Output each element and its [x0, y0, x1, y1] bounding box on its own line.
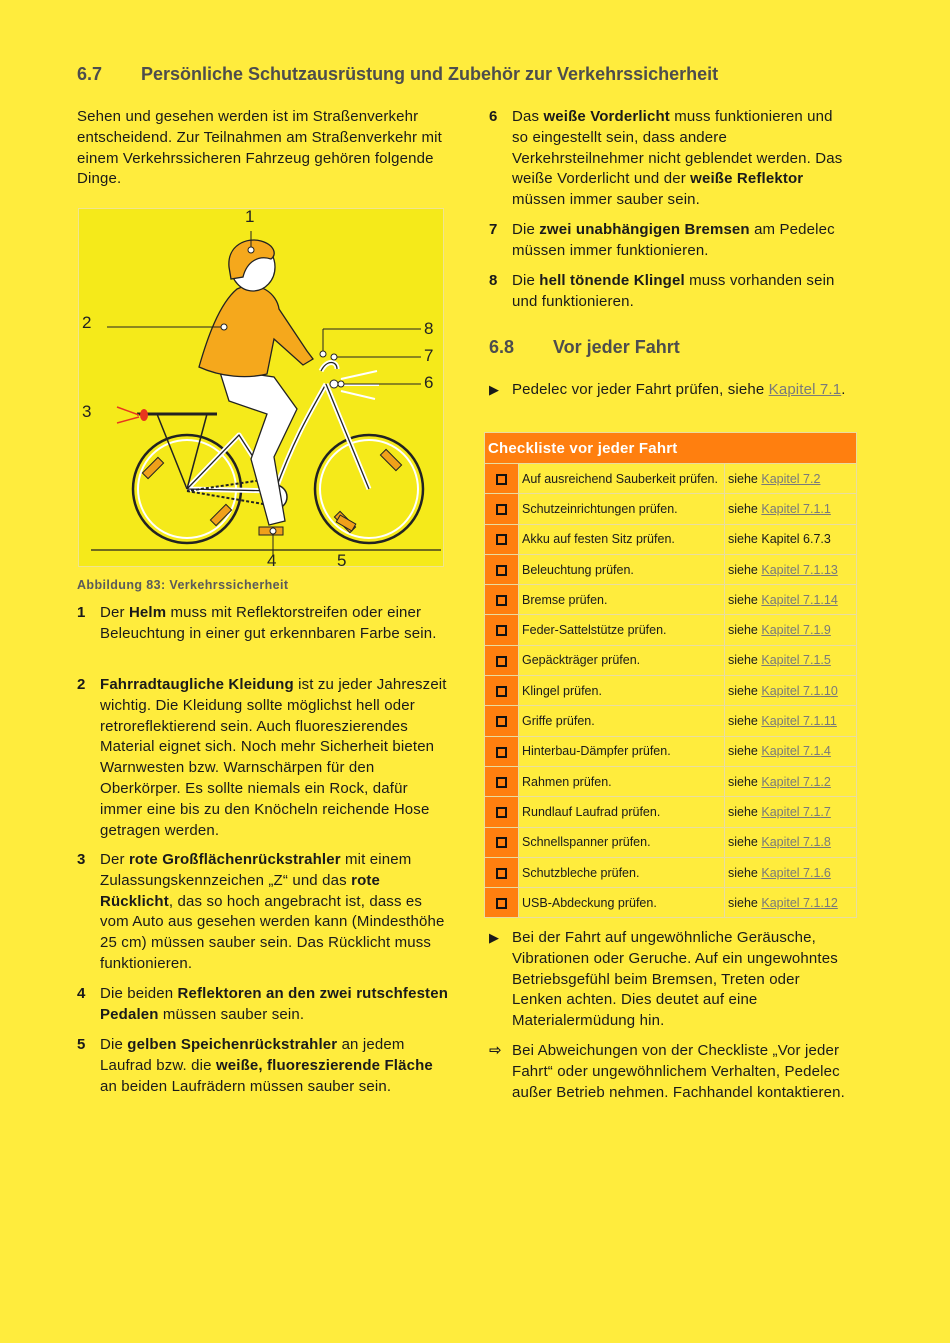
chapter-link[interactable]: Kapitel 7.1.12 — [761, 895, 838, 910]
item-number: 2 — [77, 676, 86, 693]
chapter-link[interactable]: Kapitel 7.1.7 — [761, 804, 831, 819]
item-number: 7 — [489, 221, 498, 238]
reference-prefix: siehe — [728, 592, 762, 607]
checkbox-cell — [485, 524, 519, 554]
reference-prefix: siehe — [728, 835, 762, 850]
step-check-before-ride — [489, 380, 849, 401]
item-text: Das weiße Vorderlicht muss funktionieren und so eingestellt sein, dass andere Verkehrsteilnehmer nicht geblendet werden. Das weiße Vorderlicht und der weiße Reflektor müssen immer sauber sein. — [512, 108, 843, 209]
checklist-reference — [725, 706, 857, 736]
reference-prefix: siehe — [728, 744, 762, 759]
checkbox-cell — [485, 706, 519, 736]
chapter-link[interactable]: Kapitel 7.1.8 — [761, 835, 831, 850]
checklist-row — [485, 494, 857, 524]
safety-item-4 — [77, 984, 452, 1026]
bold-text: rote Rücklicht — [100, 871, 381, 910]
reference-prefix: siehe — [728, 532, 762, 547]
checklist-body — [485, 464, 857, 918]
checkbox-icon[interactable] — [496, 565, 507, 576]
checkbox-icon[interactable] — [496, 595, 507, 606]
item-text: Fahrradtaugliche Kleidung ist zu jeder Jahreszeit wichtig. Die Kleidung sollte möglichst hell oder retroreflektierend sein. Auch fluoreszierendes Material eignet sich. Noch mehr Sicherheit bieten Warnwesten bzw. Warnschärpen für den Oberkörper. Es sollte niemals ein Rock, dafür immer eine bis zu den Knöcheln reichende Hose getragen werden. — [100, 676, 447, 839]
checklist-row — [485, 554, 857, 584]
callout-7: 7 — [424, 346, 434, 365]
checkbox-cell — [485, 585, 519, 615]
checklist-reference — [725, 524, 857, 554]
checklist-reference — [725, 857, 857, 887]
intro-paragraph: Sehen und gesehen werden ist im Straßenverkehr entscheidend. Zur Teilnahmen am Straßenverkehr mit einem Verkehrssicheren Fahrzeug gehören folgende Dinge. — [77, 108, 442, 188]
step-arrow-icon: ▶ — [489, 930, 500, 945]
result-arrow-icon: ⇨ — [489, 1042, 502, 1059]
callout-5: 5 — [337, 551, 347, 570]
figure-caption: Abbildung 83: Verkehrssicherheit — [77, 578, 289, 592]
chapter-link[interactable]: Kapitel 7.1.5 — [761, 653, 831, 668]
item-number: 5 — [77, 1036, 86, 1053]
checkbox-icon[interactable] — [496, 686, 507, 697]
checkbox-cell — [485, 827, 519, 857]
checklist-task: USB-Abdeckung prüfen. — [519, 888, 725, 918]
checkbox-icon[interactable] — [496, 656, 507, 667]
safety-item-5 — [77, 1035, 452, 1097]
checklist-task: Feder-Sattelstütze prüfen. — [519, 615, 725, 645]
chapter-link[interactable]: Kapitel 7.1.6 — [761, 865, 831, 880]
reference-prefix: siehe — [728, 895, 762, 910]
checklist-row — [485, 464, 857, 494]
bold-text: hell tönende Klingel — [539, 272, 685, 289]
reference-prefix: siehe — [728, 471, 762, 486]
callout-2: 2 — [82, 313, 92, 332]
checkbox-cell — [485, 615, 519, 645]
checklist-title: Checkliste vor jeder Fahrt — [485, 433, 857, 464]
checkbox-icon[interactable] — [496, 837, 507, 848]
chapter-link[interactable]: Kapitel 7.1.1 — [761, 501, 831, 516]
checklist-task: Schutzeinrichtungen prüfen. — [519, 494, 725, 524]
item-text: Die zwei unabhängigen Bremsen am Pedelec müssen immer funktionieren. — [512, 221, 835, 259]
checklist-reference — [725, 736, 857, 766]
item-text: Der rote Großflächenrückstrahler mit einem Zulassungskennzeichen „Z“ und das rote Rücklicht, das so hoch angebracht ist, dass es vom Auto aus gesehen werden kann (Mindesthöhe 25 cm) müssen sauber sein. Das Rücklicht muss funktionieren. — [100, 851, 445, 972]
checklist-task: Beleuchtung prüfen. — [519, 554, 725, 584]
reference-prefix: siehe — [728, 623, 762, 638]
reference-prefix: siehe — [728, 683, 762, 698]
checklist-task: Klingel prüfen. — [519, 676, 725, 706]
checklist-reference — [725, 888, 857, 918]
checkbox-cell — [485, 797, 519, 827]
step-text: Pedelec vor jeder Fahrt prüfen, siehe — [512, 381, 769, 398]
checklist-row — [485, 797, 857, 827]
reference-prefix: siehe — [728, 714, 762, 729]
checkbox-cell — [485, 766, 519, 796]
checkbox-icon[interactable] — [496, 807, 507, 818]
section-heading-6-7 — [77, 64, 718, 85]
reference-prefix: siehe — [728, 865, 762, 880]
bold-text: Helm — [128, 604, 167, 621]
checklist-reference — [725, 645, 857, 675]
chapter-link[interactable]: Kapitel 7.1.2 — [761, 774, 831, 789]
callout-6: 6 — [424, 373, 434, 392]
checklist-task: Griffe prüfen. — [519, 706, 725, 736]
item-number: 4 — [77, 985, 86, 1002]
item-number: 6 — [489, 108, 498, 125]
checklist-row — [485, 645, 857, 675]
item-text: Die gelben Speichenrückstrahler an jedem Laufrad bzw. die weiße, fluoreszierende Fläche an beiden Laufrädern müssen sauber sein. — [100, 1036, 433, 1095]
checklist-row — [485, 736, 857, 766]
checklist-reference — [725, 464, 857, 494]
reference-prefix: siehe — [728, 562, 762, 577]
checklist-reference — [725, 797, 857, 827]
checklist-table — [484, 432, 857, 918]
checklist-task: Schutzbleche prüfen. — [519, 857, 725, 887]
checkbox-icon[interactable] — [496, 504, 507, 515]
checkbox-icon[interactable] — [496, 898, 507, 909]
checkbox-icon[interactable] — [496, 625, 507, 636]
bold-text: rote Großflächenrückstrahler — [128, 851, 341, 868]
bold-text: weiße, fluoreszierende Fläche — [215, 1056, 433, 1074]
chapter-link: Kapitel 6.7.3 — [761, 532, 831, 547]
checklist-reference — [725, 554, 857, 584]
bold-text: Fahrradtaugliche Kleidung — [100, 676, 294, 693]
chapter-link[interactable]: Kapitel 7.1.13 — [761, 562, 838, 577]
checklist-reference — [725, 494, 857, 524]
bold-text: weiße Reflektor — [690, 170, 804, 188]
item-number: 3 — [77, 851, 86, 868]
safety-item-3 — [77, 850, 452, 975]
checkbox-icon[interactable] — [496, 716, 507, 727]
checklist-row — [485, 706, 857, 736]
callout-8: 8 — [424, 319, 434, 338]
checklist-task: Auf ausreichend Sauberkeit prüfen. — [519, 464, 725, 494]
checkbox-icon[interactable] — [496, 777, 507, 788]
bicycle-illustration — [79, 209, 445, 568]
callout-1: 1 — [245, 207, 255, 226]
bold-text: Reflektoren an den zwei rutschfesten Pedalen — [100, 985, 449, 1023]
checklist-row — [485, 676, 857, 706]
checklist-row — [485, 888, 857, 918]
section-number: 6.7 — [77, 64, 103, 84]
bicycle-safety-figure — [78, 207, 444, 570]
step-watch-noises — [489, 928, 851, 1032]
chapter-link[interactable]: Kapitel 7.2 — [761, 471, 821, 486]
step-end: . — [841, 381, 846, 398]
safety-item-1 — [77, 603, 452, 645]
callout-4: 4 — [267, 551, 277, 570]
checkbox-cell — [485, 736, 519, 766]
safety-item-6 — [489, 107, 849, 211]
checklist-reference — [725, 827, 857, 857]
section-title: Vor jeder Fahrt — [553, 337, 680, 357]
safety-item-2 — [77, 675, 452, 841]
chapter-link[interactable]: Kapitel 7.1 — [768, 381, 842, 398]
safety-item-7 — [489, 220, 849, 262]
step-text: Bei der Fahrt auf ungewöhnliche Geräusche, Vibrationen oder Geruche. Auf ein ungewohntes Betriebsgefühl beim Bremsen, Treten oder Lenken achten. Dies deutet auf eine Materialermüdung hin. — [512, 929, 838, 1030]
item-text: Der Helm muss mit Reflektorstreifen oder einer Beleuchtung in einer gut erkennbaren Farbe sein. — [100, 604, 437, 642]
item-number: 8 — [489, 272, 498, 289]
checklist-task: Bremse prüfen. — [519, 585, 725, 615]
checkbox-icon[interactable] — [496, 868, 507, 879]
item-text: Die beiden Reflektoren an den zwei rutschfesten Pedalen müssen sauber sein. — [100, 985, 449, 1023]
checklist-row — [485, 766, 857, 796]
section-title: Persönliche Schutzausrüstung und Zubehör zur Verkehrssicherheit — [141, 64, 719, 84]
checkbox-cell — [485, 554, 519, 584]
checkbox-cell — [485, 888, 519, 918]
checklist-task: Rahmen prüfen. — [519, 766, 725, 796]
chapter-link[interactable]: Kapitel 7.1.4 — [761, 744, 831, 759]
section-heading-6-8 — [489, 337, 680, 358]
checklist-task: Gepäckträger prüfen. — [519, 645, 725, 675]
callout-3: 3 — [82, 402, 92, 421]
bold-text: zwei unabhängigen Bremsen — [539, 221, 750, 238]
item-number: 1 — [77, 604, 86, 621]
checklist-row — [485, 524, 857, 554]
reference-prefix: siehe — [728, 501, 762, 516]
section-number: 6.8 — [489, 337, 515, 357]
checklist-task: Hinterbau-Dämpfer prüfen. — [519, 736, 725, 766]
checklist-task: Schnellspanner prüfen. — [519, 827, 725, 857]
checklist-row — [485, 827, 857, 857]
checkbox-cell — [485, 464, 519, 494]
step-arrow-icon: ▶ — [489, 382, 500, 397]
bold-text: weiße Vorderlicht — [543, 108, 670, 125]
checkbox-icon[interactable] — [496, 474, 507, 485]
checklist-reference — [725, 676, 857, 706]
safety-item-8 — [489, 271, 849, 313]
reference-prefix: siehe — [728, 653, 762, 668]
checklist-task: Akku auf festen Sitz prüfen. — [519, 524, 725, 554]
checkbox-cell — [485, 494, 519, 524]
checklist-row — [485, 585, 857, 615]
bold-text: gelben Speichenrückstrahler — [127, 1036, 338, 1053]
reference-prefix: siehe — [728, 774, 762, 789]
checkbox-icon[interactable] — [496, 534, 507, 545]
step-text: Bei Abweichungen von der Checkliste „Vor jeder Fahrt“ oder ungewöhnlichem Verhalten, Pedelec außer Betrieb nehmen. Fachhandel kontaktieren. — [512, 1042, 845, 1101]
checkbox-icon[interactable] — [496, 747, 507, 758]
checklist-reference — [725, 585, 857, 615]
checkbox-cell — [485, 857, 519, 887]
checklist-reference — [725, 615, 857, 645]
checklist-reference — [725, 766, 857, 796]
checklist-row — [485, 615, 857, 645]
checkbox-cell — [485, 676, 519, 706]
chapter-link[interactable]: Kapitel 7.1.14 — [761, 592, 838, 607]
item-text: Die hell tönende Klingel muss vorhanden sein und funktionieren. — [512, 272, 835, 310]
chapter-link[interactable]: Kapitel 7.1.11 — [761, 714, 837, 729]
checkbox-cell — [485, 645, 519, 675]
chapter-link[interactable]: Kapitel 7.1.10 — [761, 683, 838, 698]
chapter-link[interactable]: Kapitel 7.1.9 — [761, 623, 831, 638]
checklist-row — [485, 857, 857, 887]
reference-prefix: siehe — [728, 804, 762, 819]
checklist-task: Rundlauf Laufrad prüfen. — [519, 797, 725, 827]
step-deviations — [489, 1041, 851, 1103]
